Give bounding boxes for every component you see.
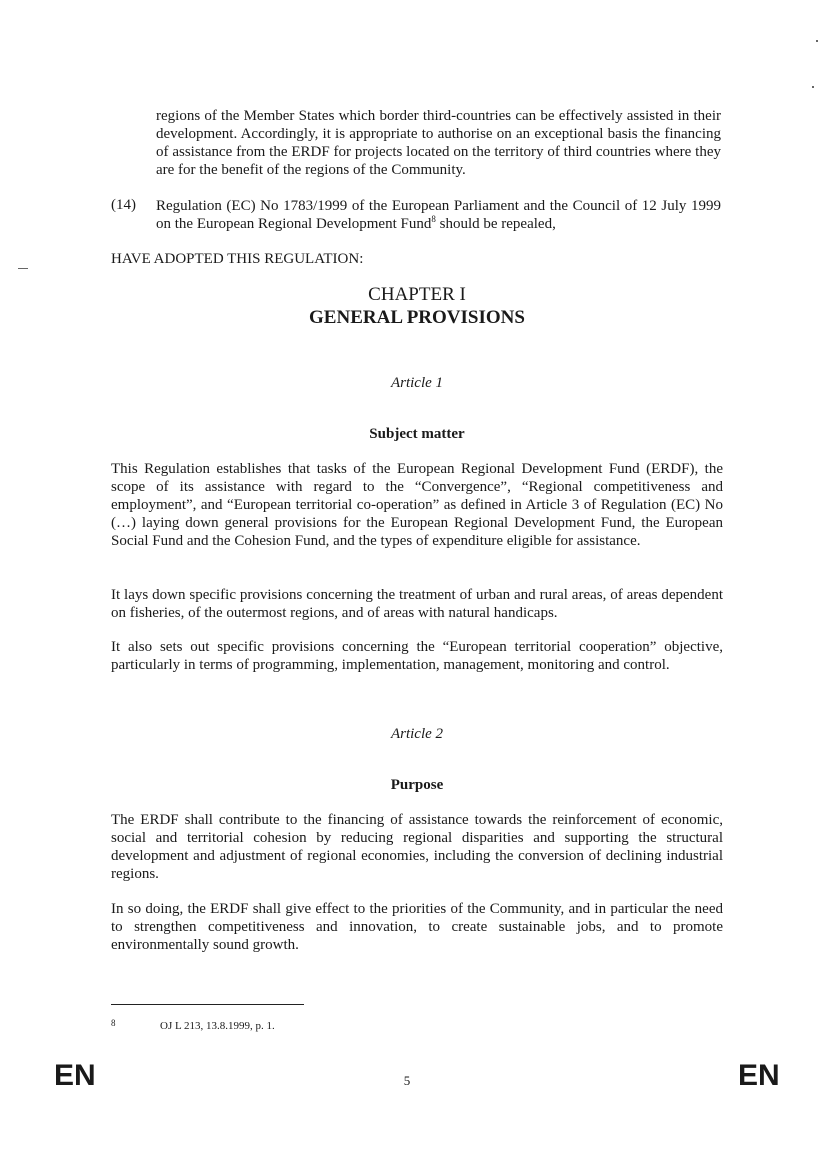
language-code-left: EN	[54, 1059, 96, 1092]
scan-speck	[18, 268, 28, 269]
chapter-title: GENERAL PROVISIONS	[309, 307, 525, 328]
article-1-title: Subject matter	[369, 426, 465, 442]
chapter-label: CHAPTER I	[368, 284, 466, 305]
recital-14-number: (14)	[111, 197, 136, 213]
scan-speck	[816, 40, 818, 42]
footnote-reference: 8	[431, 214, 436, 224]
recital-13-continuation: regions of the Member States which border third-countries can be effectively assisted in their development. Accordingly, it is appropriate to authorise on an exceptional basis the financing of assistance from the ERDF for projects located on the territory of third countries where they are for the benefit of the regions of the Community.	[156, 108, 721, 178]
article-1-paragraph: It lays down specific provisions concerning the treatment of urban and rural areas, of areas dependent on fisheries, of the outermost regions, and of areas with natural handicaps.	[111, 587, 723, 621]
article-2-paragraph: The ERDF shall contribute to the financing of assistance towards the reinforcement of economic, social and territorial cohesion by reducing regional disparities and supporting the structural development and adjustment of regional economies, including the conversion of declining industrial regions.	[111, 812, 723, 882]
footnote-separator	[111, 1004, 304, 1005]
article-1-label: Article 1	[390, 375, 444, 391]
scan-speck	[812, 86, 814, 88]
article-1-paragraph: This Regulation establishes that tasks of the European Regional Development Fund (ERDF), the scope of its assistance with regard to the “Convergence”, “Regional competitiveness and employment”, and “European territorial co-operation” as defined in Article 3 of Regulation (EC) No (…) laying down general provisions for the European Regional Development Fund, the European Social Fund and the Cohesion Fund, and the types of expenditure eligible for assistance.	[111, 461, 723, 549]
footnote-text: OJ L 213, 13.8.1999, p. 1.	[160, 1020, 275, 1032]
language-code-right: EN	[738, 1059, 780, 1092]
footnote-number: 8	[111, 1018, 116, 1028]
article-2-paragraph: In so doing, the ERDF shall give effect to the priorities of the Community, and in particular the need to strengthen competitiveness and innovation, to create sustainable jobs, and to promote environmentally sound growth.	[111, 901, 723, 953]
adoption-formula: HAVE ADOPTED THIS REGULATION:	[111, 251, 364, 267]
recital-14-text-before: Regulation (EC) No 1783/1999 of the European Parliament and the Council of 12 July 1999 on the European Regional Development Fund	[156, 198, 721, 232]
article-2-label: Article 2	[390, 726, 444, 742]
recital-14-text	[156, 197, 721, 233]
article-2-title: Purpose	[390, 777, 444, 793]
article-1-paragraph: It also sets out specific provisions concerning the “European territorial cooperation” objective, particularly in terms of programming, implementation, management, monitoring and control.	[111, 639, 723, 673]
page-number: 5	[403, 1073, 411, 1088]
recital-14-text-after: should be repealed,	[435, 216, 556, 232]
